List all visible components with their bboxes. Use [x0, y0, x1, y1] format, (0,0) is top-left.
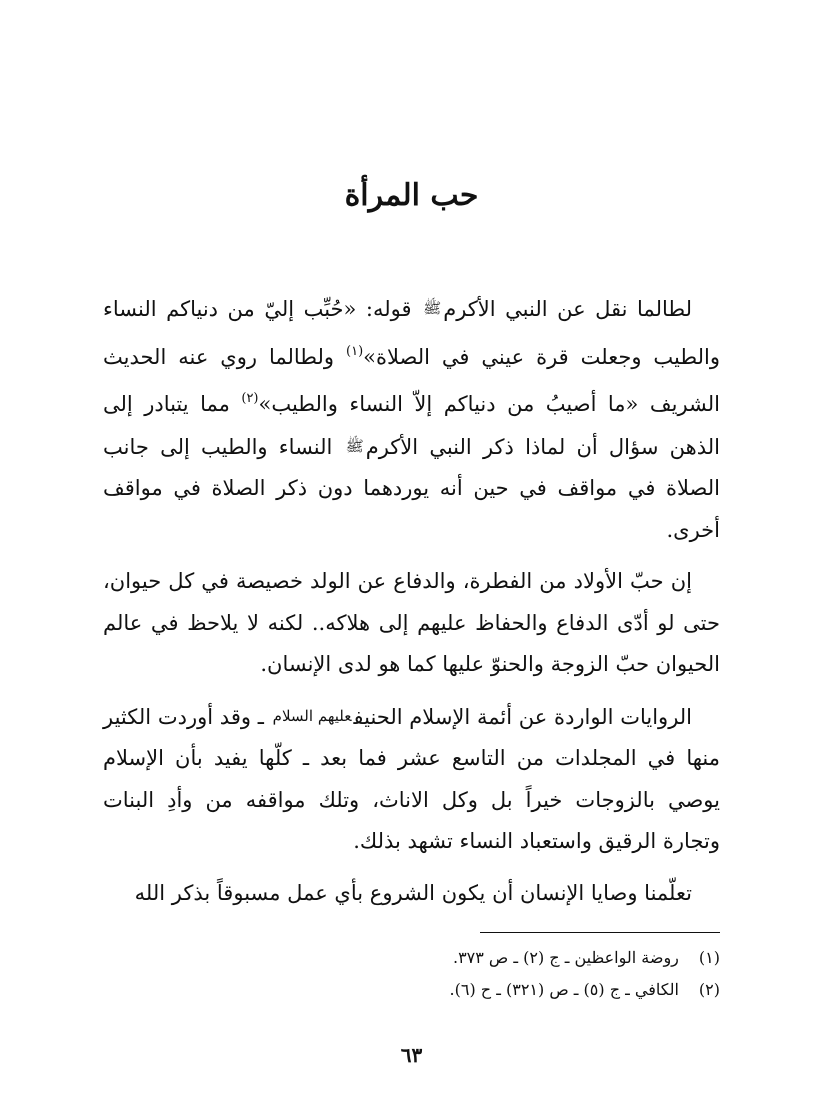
paragraph-1-text-c: ولطالما روي عنه الحديث الشريف «ما أصيبُ من دنياكم إلاّ النساء والطيب» — [103, 344, 720, 416]
paragraph-3-text-b: ـ وقد أوردت الكثير منها في المجلدات من التاسع عشر فما بعد ـ كلّها يفيد بأن الإسلام يوصي بالزوجات خيراً بل وكل الاناث، وتلك مواقفه من وأدِ البنات وتجارة الرقيق واستعباد النساء تشهد بذلك. — [103, 704, 720, 853]
paragraph-1-text-b: قوله: «حُبِّب إليّ من دنياكم النساء والطيب وجعلت قرة عيني في الصلاة» — [103, 297, 720, 369]
footnote-divider — [480, 932, 720, 933]
paragraph-1 — [103, 288, 720, 551]
paragraph-4: تعلّمنا وصايا الإنسان أن يكون الشروع بأي عمل مسبوقاً بذكر الله — [134, 880, 692, 905]
honorific-symbol: ﷺ — [423, 299, 442, 317]
footnote-text: روضة الواعظين ـ ج (٢) ـ ص ٣٧٣. — [452, 948, 679, 967]
footnote-2 — [103, 974, 720, 1006]
footnote-text: الكافي ـ ج (٥) ـ ص (٣٢١) ـ ح (٦). — [449, 980, 679, 999]
footnote-1 — [103, 942, 720, 974]
paragraph-2: إن حبّ الأولاد من الفطرة، والدفاع عن الولد خصيصة في كل حيوان، حتى لو أدّى الدفاع والحفاظ عليهم إلى هلاكه.. لكنه لا يلاحظ في عالم الحيوان حبّ الزوجة والحنوّ عليها كما هو لدى الإنسان. — [103, 569, 720, 676]
honorific-symbol: عليهم السلام — [272, 706, 352, 725]
footnote-marker-1: (١) — [346, 343, 364, 359]
footnotes — [103, 942, 720, 1006]
footnote-number: (١) — [698, 948, 720, 967]
body-text — [103, 288, 720, 924]
chapter-title: حب المرأة — [344, 178, 479, 213]
footnote-marker-2: (٢) — [241, 391, 259, 406]
footnote-number: (٢) — [698, 980, 720, 999]
paragraph-1-text-e: النساء والطيب إلى جانب الصلاة في مواقف في حين أنه يوردهما دون ذكر الصلاة في مواقف أخرى. — [103, 434, 720, 542]
paragraph-3 — [103, 696, 720, 863]
paragraph-3-text-a: الروايات الواردة عن أئمة الإسلام الحنيف — [353, 704, 693, 729]
page-number: ٦٣ — [400, 1043, 423, 1067]
honorific-symbol: ﷺ — [345, 436, 364, 455]
paragraph-1-text-a: لطالما نقل عن النبي الأكرم — [443, 297, 692, 321]
paragraph-1-text-d: مما يتبادر إلى الذهن سؤال أن لماذا ذكر النبي الأكرم — [103, 392, 720, 459]
